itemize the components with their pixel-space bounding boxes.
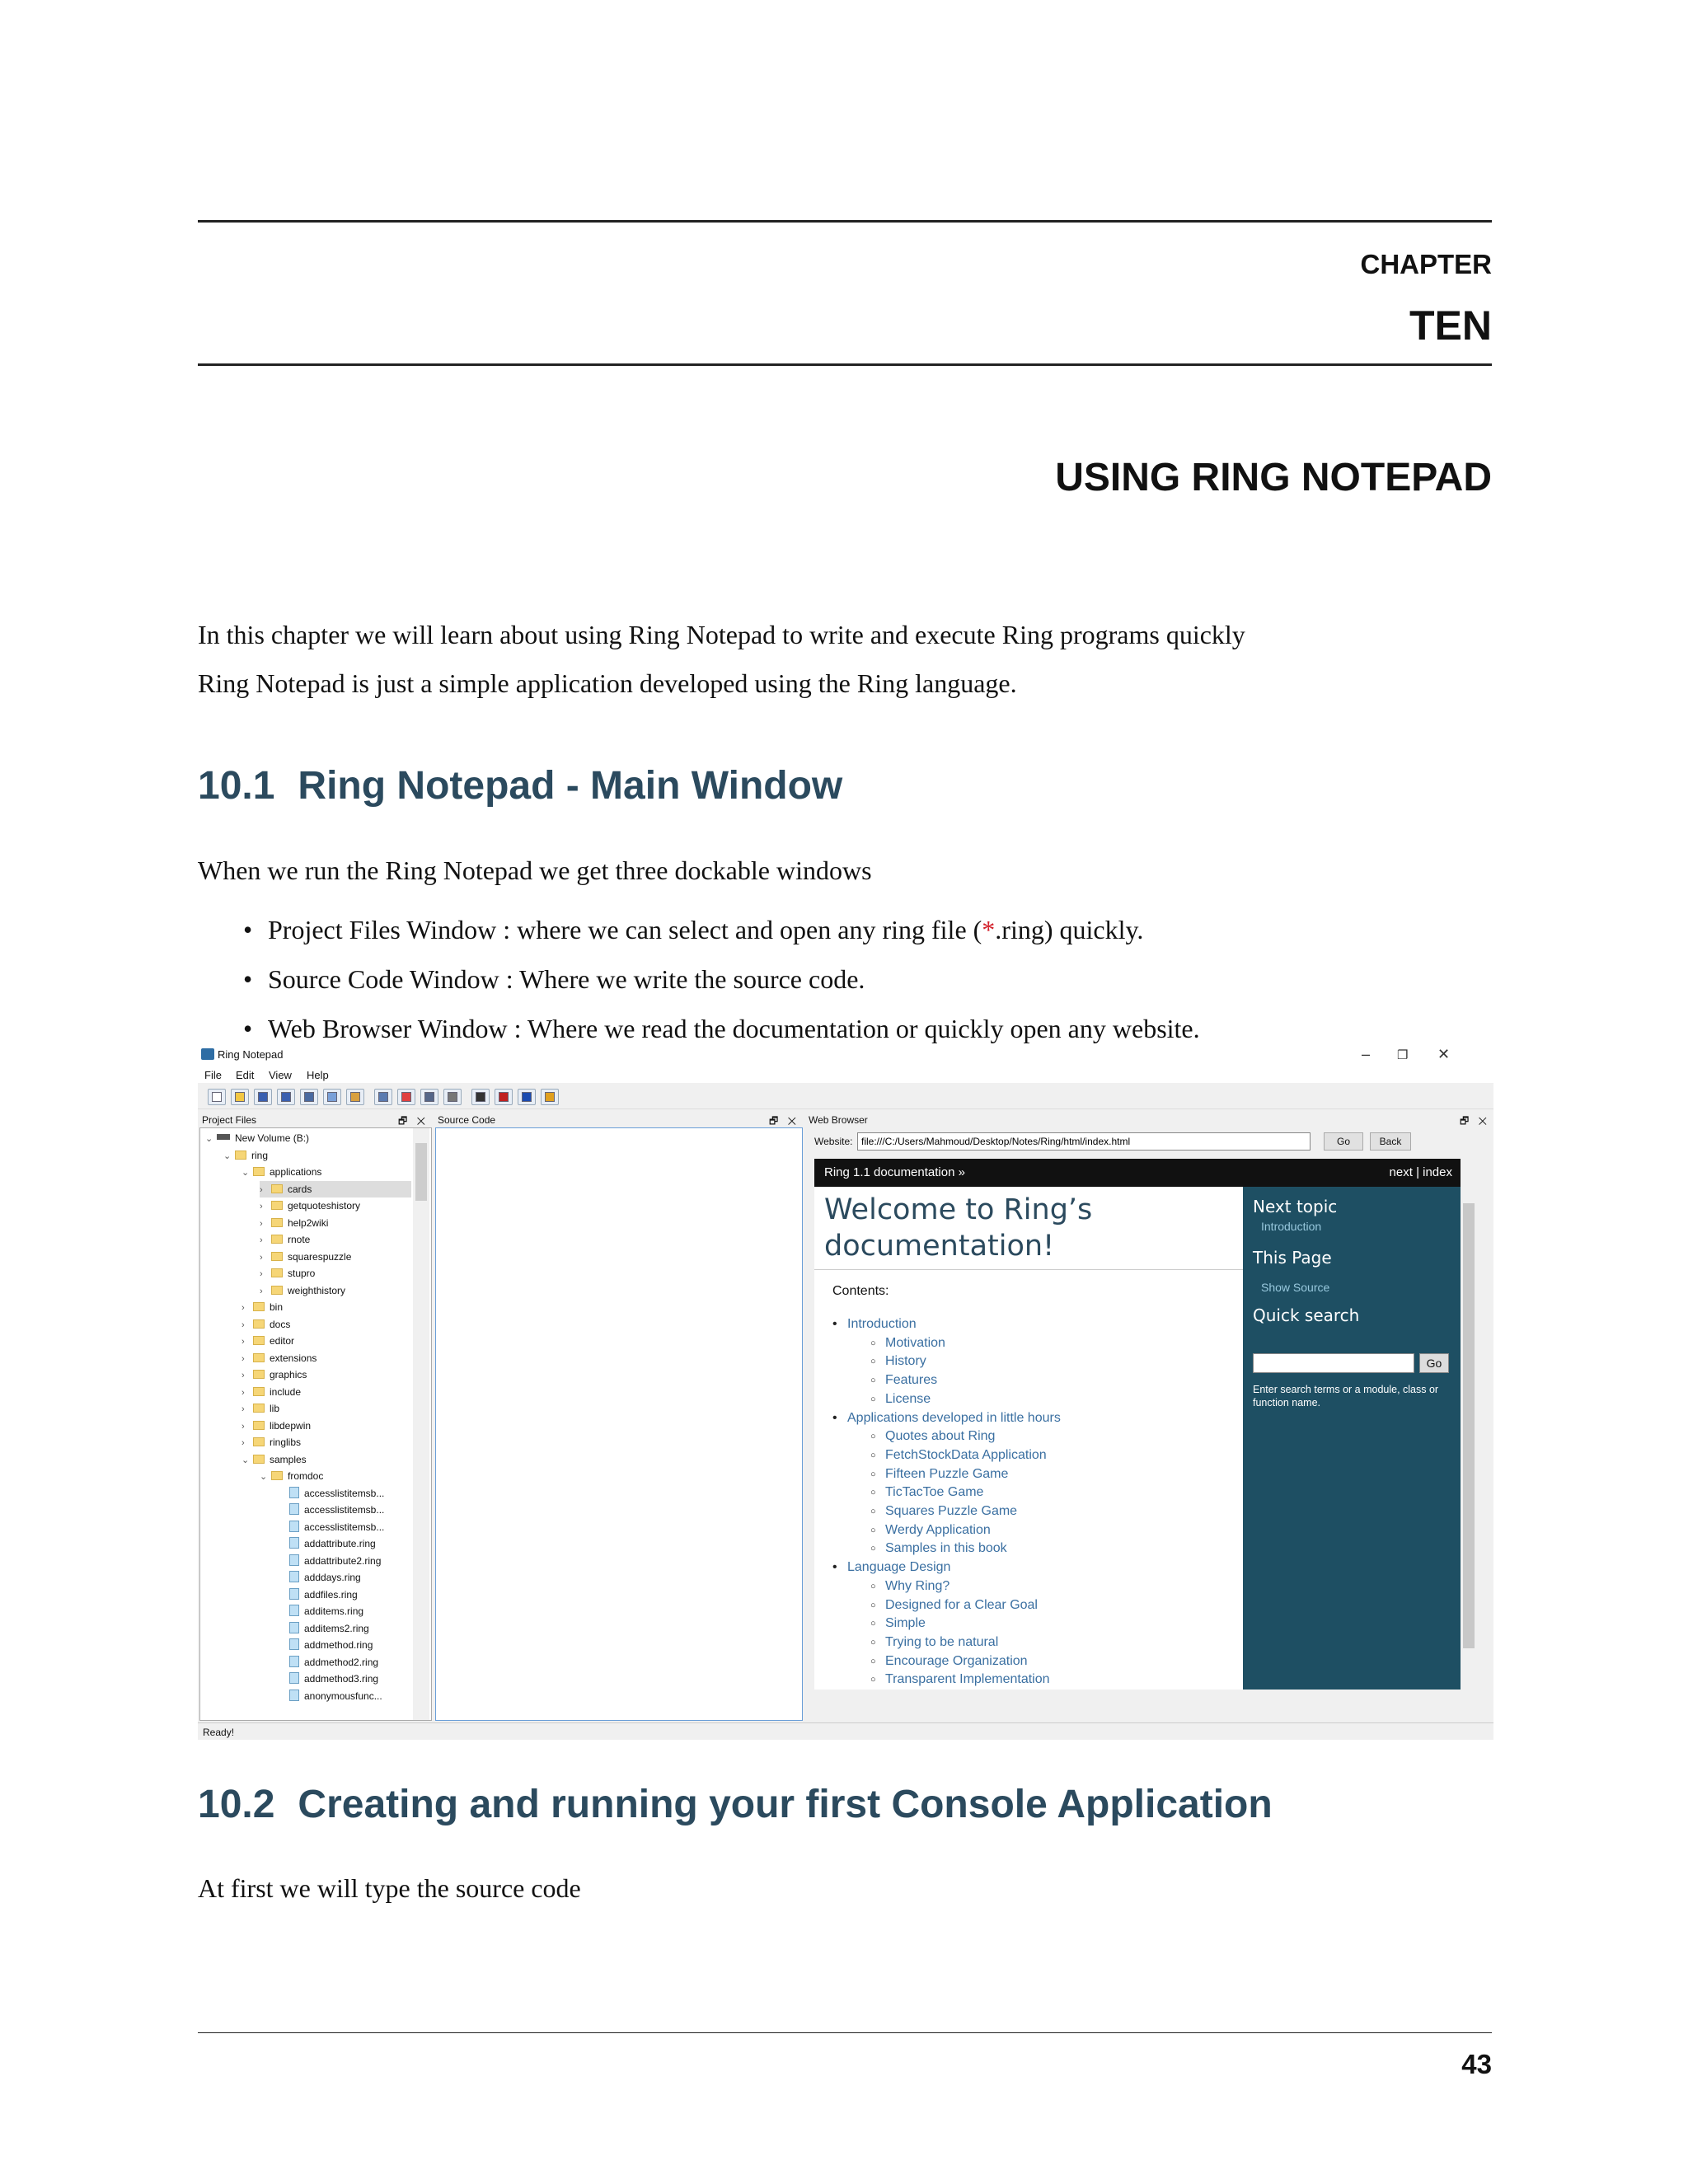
tree-item[interactable] [260,1181,411,1197]
tree-item-label: ringlibs [270,1436,302,1448]
tree-item[interactable] [260,1215,328,1231]
chevron-down-icon[interactable]: ⌄ [223,1151,232,1161]
folder-icon [271,1268,283,1277]
file-icon [289,1571,299,1582]
chevron-right-icon[interactable]: › [241,1438,245,1448]
chevron-right-icon[interactable]: › [241,1337,245,1347]
tree-item[interactable] [278,1485,384,1502]
section-number: 10.2 [198,1783,275,1826]
section-number: 10.1 [198,764,275,808]
print-icon [424,1092,434,1102]
tree-item-label: additems.ring [304,1605,364,1617]
file-icon [289,1656,299,1667]
tree-item-label: accesslistitemsb... [304,1487,385,1499]
file-icon [289,1487,299,1498]
tree-item[interactable] [241,1366,307,1383]
tree-item-label: stupro [288,1268,316,1279]
section-heading-1 [198,763,842,808]
section2-lead: At first we will type the source code [198,1873,581,1903]
tree-item-label: additems2.ring [304,1622,369,1634]
tree-item[interactable] [278,1569,361,1586]
tree-item-label: accesslistitemsb... [304,1504,385,1516]
chevron-right-icon[interactable]: › [241,1303,245,1313]
paste-button[interactable] [346,1089,364,1105]
folder-icon [253,1437,265,1446]
toc-link[interactable]: ○ Designed for a Clear Goal [885,1598,1038,1613]
debug-button[interactable] [443,1089,462,1105]
back-button[interactable]: Back [1370,1132,1411,1151]
chevron-down-icon[interactable]: ⌄ [260,1472,268,1482]
doc-nav-links[interactable]: next | index [1389,1165,1452,1179]
window-titlebar [198,1043,1493,1066]
contents-label: Contents: [832,1284,889,1298]
new-file-icon [212,1092,222,1102]
chevron-right-icon[interactable]: › [260,1202,263,1212]
open-folder-button[interactable] [231,1089,249,1105]
menu-edit[interactable]: Edit [236,1069,255,1081]
toc-link[interactable]: ○ Trying to be natural [885,1635,998,1650]
toolbar [198,1085,1493,1109]
run-gui-icon [499,1092,509,1102]
doc-breadcrumb[interactable]: Ring 1.1 documentation » [824,1165,965,1179]
file-icon [289,1521,299,1532]
file-icon [289,1690,299,1701]
divider [814,1269,1243,1270]
chevron-right-icon[interactable]: › [241,1353,245,1364]
panel-title: Source Code [438,1114,496,1126]
source-code-header [435,1113,803,1127]
tree-item[interactable] [241,1451,307,1468]
tree-item-label: libdepwin [270,1419,312,1432]
tree-item[interactable] [241,1333,294,1349]
tree-item[interactable] [278,1502,384,1518]
footer-rule [198,2032,1492,2033]
print-button[interactable] [420,1089,438,1105]
color-icon [401,1092,411,1102]
tree-item-label: editor [270,1335,295,1347]
quick-search-hint: Enter search terms or a module, class or function name. [1253,1384,1439,1408]
asterisk-mark: * [982,915,996,944]
chevron-right-icon[interactable]: › [260,1286,263,1296]
file-icon [289,1672,299,1684]
tree-item-label: accesslistitemsb... [304,1521,385,1533]
folder-icon [271,1235,283,1244]
toc-link[interactable]: ○ Encourage Organization [885,1654,1028,1669]
bullet-item [243,913,1200,963]
tree-item[interactable] [278,1535,376,1552]
tree-item-label: rnote [288,1234,311,1245]
toc-link[interactable]: ○ Features [885,1373,937,1388]
toc-link[interactable]: • Language Design [847,1560,950,1575]
quick-search-go-button[interactable]: Go [1419,1353,1449,1373]
chevron-right-icon[interactable]: › [260,1252,263,1263]
status-bar: Ready! [198,1722,1493,1740]
folder-icon [253,1387,265,1396]
chapter-label: CHAPTER [1360,249,1492,279]
tree-item[interactable] [260,1249,351,1265]
tree-item-label: adddays.ring [304,1572,361,1583]
project-files-header [199,1113,432,1127]
menu-help[interactable]: Help [307,1069,329,1081]
project-files-tree[interactable] [199,1127,432,1721]
run-noconsole-icon [522,1092,532,1102]
menu-view[interactable]: View [269,1069,292,1081]
font-icon [378,1092,388,1102]
file-icon [289,1605,299,1616]
tree-item[interactable] [278,1620,369,1637]
show-source-link[interactable]: Show Source [1261,1281,1330,1294]
tree-item[interactable] [260,1231,310,1248]
drive-icon [217,1134,230,1140]
toc-link[interactable]: • Applications developed in little hours [847,1411,1061,1426]
tree-item-label: addmethod.ring [304,1639,373,1651]
menu-bar [198,1066,1493,1083]
bullet-list [243,913,1200,1062]
scroll-thumb[interactable] [415,1143,427,1201]
tree-item-label: graphics [270,1369,307,1380]
chapter-number: TEN [1409,302,1492,349]
folder-icon [253,1421,265,1430]
open-folder-icon [235,1092,245,1102]
panel-controls[interactable]: 🗗 ✕ [769,1115,799,1127]
file-icon [289,1554,299,1566]
save-button[interactable] [254,1089,272,1105]
tree-item[interactable] [241,1434,301,1451]
tree-item-label: weighthistory [288,1284,346,1296]
bullet-item: • Web Browser Window : Where we read the documentation or quickly open any website. [243,1012,1200,1062]
file-icon [289,1588,299,1600]
color-button[interactable] [397,1089,415,1105]
tree-item[interactable] [260,1468,323,1484]
file-icon [289,1622,299,1633]
panel-title: Web Browser [809,1114,868,1126]
tree-item[interactable] [241,1418,311,1434]
run-gui-button[interactable] [495,1089,513,1105]
scroll-thumb[interactable] [1463,1203,1475,1648]
tree-item-label: New Volume (B:) [235,1132,310,1144]
section-heading-2 [198,1782,1273,1827]
tree-item-label: applications [270,1166,322,1178]
bullet-text: .ring) quickly. [995,915,1144,944]
folder-icon [271,1252,283,1261]
file-icon [289,1638,299,1650]
chevron-right-icon[interactable]: › [241,1319,245,1330]
tree-item[interactable] [241,1350,316,1366]
tree-item[interactable] [241,1400,279,1417]
chevron-down-icon[interactable]: ⌄ [205,1134,213,1144]
page-number: 43 [1461,2049,1492,2079]
debug-icon [448,1092,457,1102]
tree-item-label: addmethod3.ring [304,1673,379,1685]
app-icon [201,1048,214,1060]
tree-item[interactable] [241,1384,301,1400]
chevron-right-icon[interactable]: › [241,1387,245,1398]
toc-link[interactable]: ○ Squares Puzzle Game [885,1504,1017,1519]
tree-item-label: samples [270,1453,307,1465]
intro-paragraph-2: Ring Notepad is just a simple application developed using the Ring language. [198,668,1017,698]
tree-item-label: addfiles.ring [304,1588,358,1601]
chevron-down-icon[interactable]: ⌄ [241,1168,250,1178]
quick-search-input[interactable] [1253,1353,1414,1373]
web-scrollbar[interactable] [1461,1187,1477,1690]
toc-link[interactable]: ○ License [885,1392,931,1407]
tree-item-label: cards [288,1183,312,1195]
tree-item[interactable] [223,1147,268,1164]
file-icon [289,1503,299,1515]
tree-item-label: help2wiki [288,1216,329,1229]
tree-item-label: lib [270,1403,280,1414]
go-button[interactable]: Go [1324,1132,1363,1151]
folder-icon [271,1218,283,1227]
form-button[interactable] [541,1089,559,1105]
tree-item[interactable] [241,1164,321,1180]
chapter-rule [198,363,1492,366]
toc-link[interactable]: ○ Quotes about Ring [885,1429,995,1444]
tree-item-label: fromdoc [288,1470,324,1482]
this-page-heading: This Page [1253,1248,1332,1268]
folder-icon [253,1336,265,1345]
quick-search-heading: Quick search [1253,1305,1360,1325]
next-topic-link[interactable]: Introduction [1261,1220,1322,1233]
tree-item-label: addmethod2.ring [304,1656,379,1668]
web-browser-header [806,1113,1493,1127]
tree-item[interactable] [278,1519,384,1535]
toc-link[interactable]: ○ TicTacToe Game [885,1485,983,1500]
chevron-right-icon[interactable]: › [260,1218,263,1229]
toc-link[interactable]: ○ Samples in this book [885,1541,1007,1556]
minimize-button[interactable]: – [1362,1046,1371,1062]
toc-link[interactable]: ○ Werdy Application [885,1523,991,1538]
save-as-icon [281,1092,291,1102]
toc-link[interactable]: ○ Fifteen Puzzle Game [885,1467,1008,1482]
save-as-button[interactable] [277,1089,295,1105]
doc-heading-line: Welcome to Ring’s [824,1193,1093,1226]
tree-item-label: include [270,1385,302,1398]
chevron-right-icon[interactable]: › [241,1404,245,1414]
tree-item-label: docs [270,1318,291,1330]
folder-icon [253,1455,265,1464]
panel-title: Project Files [202,1114,257,1126]
tree-item-label: ring [251,1149,269,1161]
tree-item[interactable] [205,1130,309,1146]
folder-icon [253,1353,265,1362]
doc-navbar [814,1159,1461,1187]
tree-item-label: getquoteshistory [288,1200,361,1212]
copy-button[interactable] [323,1089,341,1105]
tree-item-label: addattribute.ring [304,1538,376,1549]
chevron-right-icon[interactable]: › [241,1371,245,1380]
tree-item-label: squarespuzzle [288,1250,352,1263]
copy-icon [327,1092,337,1102]
intro-paragraph-1: In this chapter we will learn about using Ring Notepad to write and execute Ring programs quickly [198,620,1245,649]
folder-icon [253,1302,265,1311]
toc-link[interactable]: ○ History [885,1354,926,1369]
tree-item[interactable] [278,1654,378,1671]
bullet-text: Project Files Window : where we can select and open any ring file ( [268,915,982,944]
section1-lead: When we run the Ring Notepad we get three dockable windows [198,855,872,885]
website-label: Website: [814,1136,853,1147]
font-button[interactable] [374,1089,392,1105]
tree-item[interactable] [278,1553,381,1569]
folder-icon [253,1404,265,1413]
window-title: Ring Notepad [218,1048,284,1061]
tree-item-label: anonymousfunc... [304,1690,382,1702]
file-icon [289,1537,299,1549]
folder-icon [253,1370,265,1379]
folder-icon [235,1151,246,1160]
next-topic-heading: Next topic [1253,1197,1338,1216]
toc-link[interactable]: ○ Motivation [885,1336,945,1351]
doc-main-content [814,1187,1243,1690]
cut-icon [304,1092,314,1102]
cut-button[interactable] [300,1089,318,1105]
top-rule [198,220,1492,223]
run-button[interactable] [471,1089,490,1105]
toc-link[interactable]: ○ Transparent Implementation [885,1672,1050,1687]
menu-file[interactable]: File [204,1069,222,1081]
folder-icon [271,1471,283,1480]
toc-link[interactable]: ○ Why Ring? [885,1579,950,1594]
run-noconsole-button[interactable] [518,1089,536,1105]
source-code-editor[interactable] [435,1127,803,1721]
toc-link[interactable]: ○ FetchStockData Application [885,1448,1047,1463]
run-icon [476,1092,485,1102]
folder-icon [271,1286,283,1295]
section-title: Ring Notepad - Main Window [298,764,843,808]
tree-item[interactable] [278,1637,373,1653]
tree-item[interactable] [278,1671,378,1687]
new-file-button[interactable] [208,1089,226,1105]
folder-icon [271,1201,283,1210]
folder-icon [253,1319,265,1329]
panel-controls[interactable]: 🗗 ✕ [398,1115,429,1127]
save-icon [258,1092,268,1102]
web-browser-panel [806,1127,1493,1721]
doc-sidebar [1243,1187,1461,1690]
close-button[interactable]: ✕ [1437,1046,1451,1062]
paste-icon [350,1092,360,1102]
doc-heading-line: documentation! [824,1230,1055,1263]
chevron-right-icon[interactable]: › [260,1184,263,1195]
toc-link[interactable]: ○ Simple [885,1616,926,1631]
panel-controls[interactable]: 🗗 ✕ [1460,1115,1490,1127]
folder-icon [253,1167,265,1176]
project-scrollbar[interactable] [413,1128,429,1720]
ring-notepad-screenshot [198,1043,1493,1740]
folder-icon [271,1184,283,1193]
tree-item[interactable] [278,1586,358,1603]
tree-item[interactable] [241,1299,283,1315]
toc-link[interactable]: • Introduction [847,1317,917,1332]
chevron-right-icon[interactable]: › [260,1235,263,1245]
restore-button[interactable]: ❐ [1397,1048,1409,1062]
tree-item[interactable] [260,1197,360,1214]
tree-item[interactable] [241,1316,290,1333]
url-input[interactable] [857,1132,1311,1151]
tree-item[interactable] [278,1603,363,1619]
bullet-item: • Source Code Window : Where we write the source code. [243,963,1200,1012]
chevron-right-icon[interactable]: › [260,1269,263,1279]
tree-item[interactable] [260,1282,345,1299]
tree-item-label: bin [270,1301,284,1313]
chevron-right-icon[interactable]: › [241,1421,245,1432]
section-title: Creating and running your first Console Application [298,1783,1273,1826]
tree-item[interactable] [260,1265,315,1282]
doc-heading [824,1192,1236,1264]
chevron-down-icon[interactable]: ⌄ [241,1455,250,1465]
tree-item-label: extensions [270,1352,317,1364]
chapter-title: USING RING NOTEPAD [1055,456,1492,499]
form-icon [545,1092,555,1102]
tree-item-label: addattribute2.ring [304,1554,382,1567]
tree-item[interactable] [278,1688,382,1704]
